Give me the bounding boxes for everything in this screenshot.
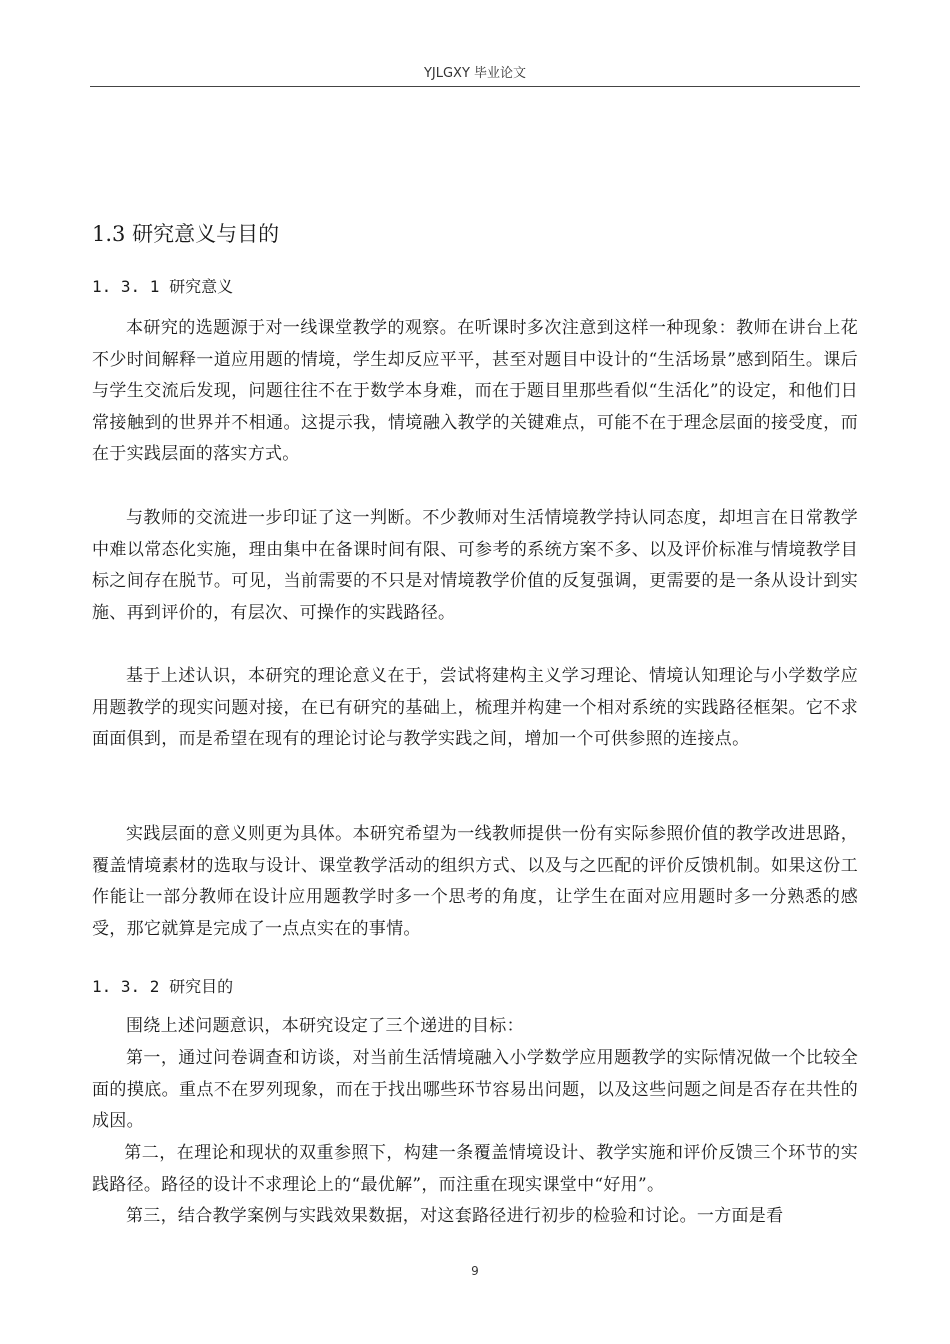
subsection-title-objectives: 1. 3. 2 研究目的 (92, 977, 234, 996)
subsection-title-significance: 1. 3. 1 研究意义 (92, 277, 234, 296)
paragraph-objectives-intro: 围绕上述问题意识，本研究设定了三个递进的目标： (126, 1016, 524, 1036)
paragraph-significance-3: 基于上述认识，本研究的理论意义在于，尝试将建构主义学习理论、情境认知理论与小学数学应用题教学的现实问题对接，在已有研究的基础上，梳理并构建一个相对系统的实践路径框架。它不求面面俱到，而是希望在现有的理论讨论与教学实践之间，增加一个可供参照的连接点。 (92, 666, 858, 749)
paragraph-significance-4: 实践层面的意义则更为具体。本研究希望为一线教师提供一份有实际参照价值的教学改进思路，覆盖情境素材的选取与设计、课堂教学活动的组织方式、以及与之匹配的评价反馈机制。如果这份工作能让一部分教师在设计应用题教学时多一个思考的角度，让学生在面对应用题时多一分熟悉的感受，那它就算是完成了一点点实在的事情。 (92, 824, 858, 939)
section-title: 1.3 研究意义与目的 (92, 222, 280, 246)
running-header: YJLGXY 毕业论文 (423, 66, 527, 81)
header-divider (90, 86, 860, 87)
paragraph-significance-2: 与教师的交流进一步印证了这一判断。不少教师对生活情境教学持认同态度，却坦言在日常教学中难以常态化实施，理由集中在备课时间有限、可参考的系统方案不多、以及评价标准与情境教学目标之间存在脱节。可见，当前需要的不只是对情境教学价值的反复强调，更需要的是一条从设计到实施、再到评价的，有层次、可操作的实践路径。 (92, 508, 858, 623)
paragraph-objective-2: 第二，在理论和现状的双重参照下，构建一条覆盖情境设计、教学实施和评价反馈三个环节的实践路径。路径的设计不求理论上的“最优解”，而注重在现实课堂中“好用”。 (92, 1143, 858, 1195)
paragraph-objective-3: 第三，结合教学案例与实践效果数据，对这套路径进行初步的检验和讨论。一方面是看 (126, 1206, 784, 1226)
paragraph-objective-1: 第一，通过问卷调查和访谈，对当前生活情境融入小学数学应用题教学的实际情况做一个比较全面的摸底。重点不在罗列现象，而在于找出哪些环节容易出问题，以及这些问题之间是否存在共性的成因。 (92, 1048, 858, 1131)
page-number: 9 (471, 1264, 479, 1278)
paragraph-significance-1: 本研究的选题源于对一线课堂教学的观察。在听课时多次注意到这样一种现象：教师在讲台上花不少时间解释一道应用题的情境，学生却反应平平，甚至对题目中设计的“生活场景”感到陌生。课后与学生交流后发现，问题往往不在于数学本身难，而在于题目里那些看似“生活化”的设定，和他们日常接触到的世界并不相通。这提示我，情境融入教学的关键难点，可能不在于理念层面的接受度，而在于实践层面的落实方式。 (92, 318, 858, 464)
